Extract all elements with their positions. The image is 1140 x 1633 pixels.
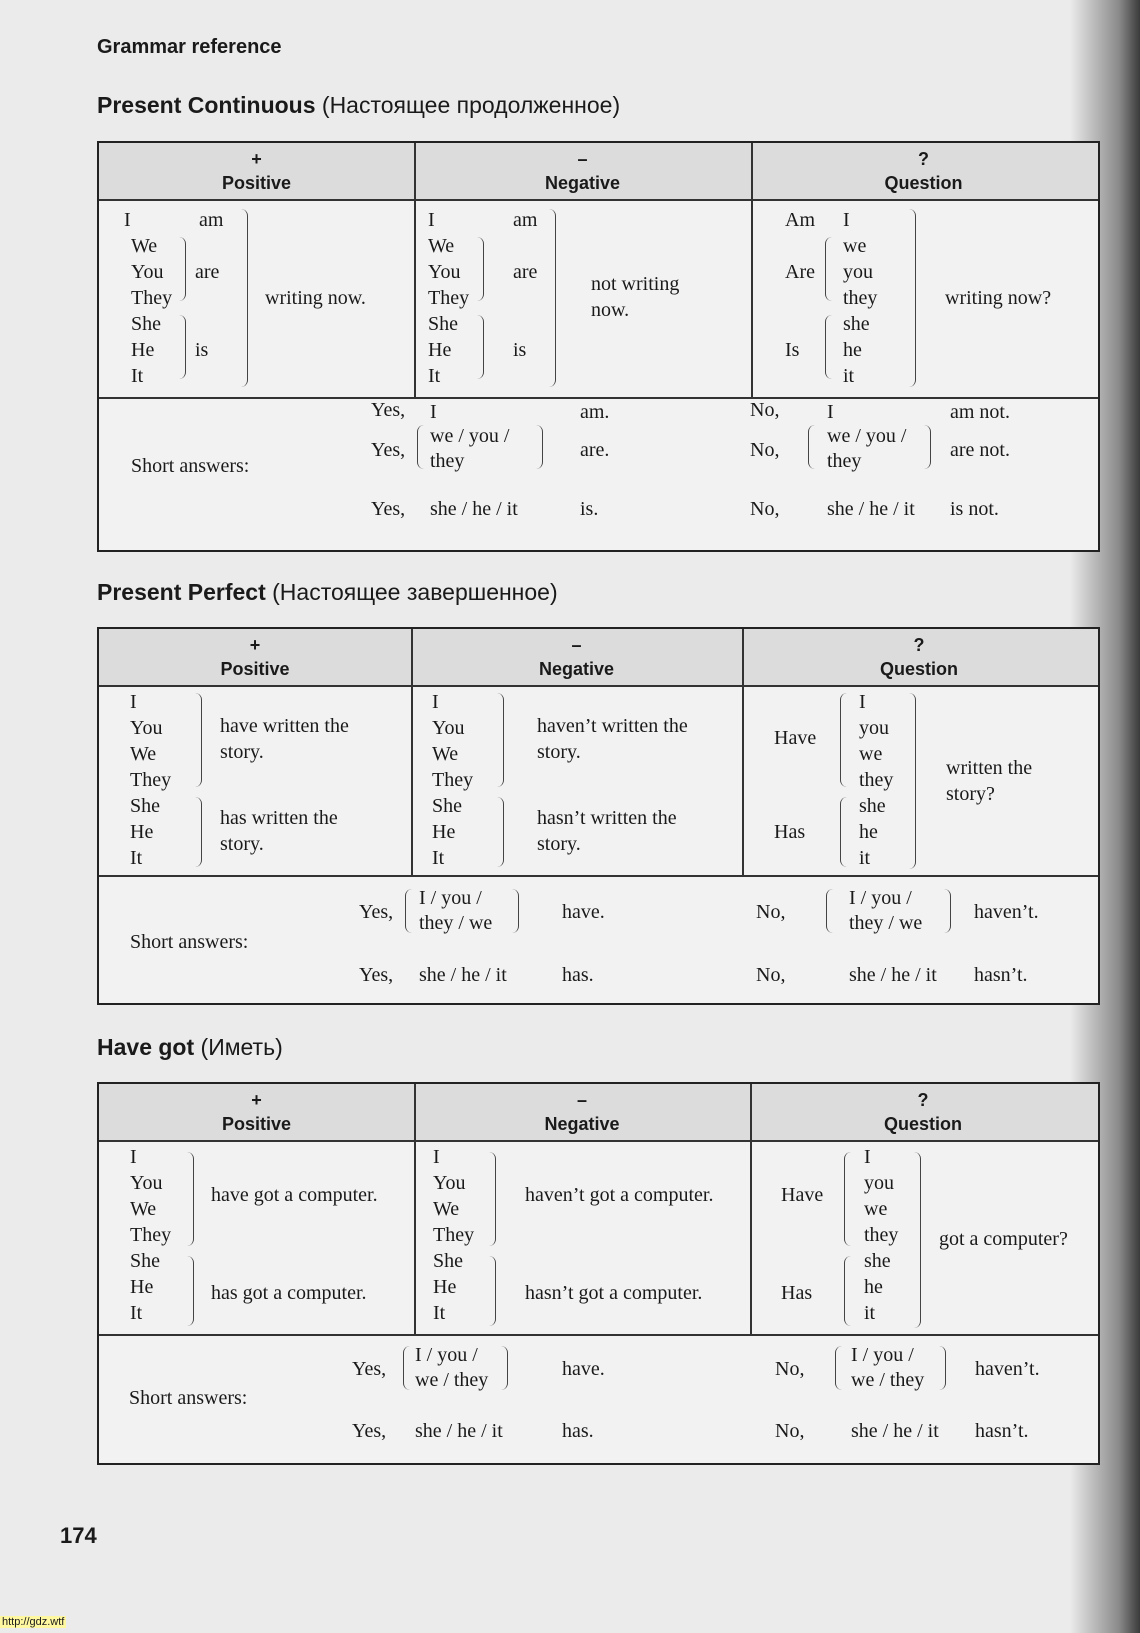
- short-verb: is not.: [950, 498, 999, 520]
- pronoun: they: [843, 287, 878, 309]
- pronoun: We: [130, 1198, 157, 1220]
- header-negative: [414, 1088, 750, 1136]
- source-url[interactable]: http://gdz.wtf: [2, 1616, 65, 1628]
- pronoun: It: [428, 365, 441, 387]
- pronoun: she: [859, 795, 886, 817]
- short-no: No,: [756, 964, 786, 986]
- question-tail: written the: [946, 757, 1033, 779]
- section-title-ru: (Настоящее продолженное): [321, 92, 621, 118]
- pronoun: she: [843, 313, 870, 335]
- table-present-continuous: [97, 141, 1100, 552]
- brace: [909, 693, 916, 869]
- short-subject: they / we: [419, 912, 493, 934]
- brace: [187, 1256, 194, 1326]
- pronoun: I: [864, 1146, 871, 1168]
- pronoun: she: [864, 1250, 891, 1272]
- pronoun: we: [864, 1198, 888, 1220]
- negative-has: hasn’t written the: [537, 807, 677, 829]
- brace: [187, 1152, 194, 1246]
- pronoun: She: [130, 1250, 160, 1272]
- short-subject: I / you /: [419, 887, 482, 909]
- pronoun: She: [433, 1250, 463, 1272]
- negative-have: haven’t written the: [537, 715, 688, 737]
- negative-has: hasn’t got a computer.: [525, 1282, 703, 1304]
- aux-verb: am: [513, 209, 538, 231]
- question-aux: Have: [781, 1184, 824, 1206]
- question-aux: Has: [774, 821, 806, 843]
- header-negative: [411, 633, 742, 681]
- pronoun: He: [130, 821, 154, 843]
- section-title-present-continuous: [97, 92, 620, 119]
- pronoun: He: [432, 821, 456, 843]
- short-yes: Yes,: [359, 901, 394, 923]
- short-no: No,: [750, 399, 780, 421]
- short-verb: am.: [580, 401, 610, 423]
- section-title-have-got: [97, 1034, 283, 1061]
- positive-have: have got a computer.: [211, 1184, 378, 1206]
- question-tail: story?: [946, 783, 995, 805]
- short-subject: I: [827, 401, 834, 423]
- brace: [497, 693, 504, 787]
- pronoun: They: [433, 1224, 475, 1246]
- pronoun: She: [432, 795, 462, 817]
- aux-verb: is: [513, 339, 527, 361]
- negative-has: story.: [537, 833, 581, 855]
- pronoun: We: [428, 235, 455, 257]
- brace: [835, 1346, 842, 1390]
- pronoun: we: [843, 235, 867, 257]
- pronoun: they: [859, 769, 894, 791]
- pronoun: You: [433, 1172, 466, 1194]
- positive-has: has written the: [220, 807, 338, 829]
- short-answers-label: Short answers:: [131, 455, 250, 477]
- pronoun: They: [432, 769, 474, 791]
- positive-have: story.: [220, 741, 264, 763]
- brace: [403, 1346, 410, 1390]
- short-subject: she / he / it: [849, 964, 937, 986]
- header-sign: +: [251, 149, 262, 169]
- pronoun: It: [130, 847, 143, 869]
- brace: [241, 209, 248, 387]
- table-present-perfect: [97, 627, 1100, 1005]
- question-tail: writing now?: [945, 287, 1052, 309]
- header-sign: –: [571, 635, 582, 655]
- positive-has: has got a computer.: [211, 1282, 367, 1304]
- pronoun: I: [843, 209, 850, 231]
- question-tail: got a computer?: [939, 1228, 1068, 1250]
- brace: [549, 209, 556, 387]
- header-question: [751, 147, 1096, 195]
- short-verb: hasn’t.: [975, 1420, 1029, 1442]
- pronoun: He: [428, 339, 452, 361]
- header-negative: [414, 147, 751, 195]
- header-question: [742, 633, 1096, 681]
- pronoun: you: [864, 1172, 894, 1194]
- header-sign: ?: [917, 1090, 929, 1110]
- brace: [826, 889, 833, 933]
- pronoun: you: [859, 717, 889, 739]
- negative-have: haven’t got a computer.: [525, 1184, 714, 1206]
- short-yes: Yes,: [371, 399, 406, 421]
- header-question: [750, 1088, 1096, 1136]
- short-subject: I / you /: [415, 1344, 478, 1366]
- brace: [914, 1152, 921, 1328]
- pronoun: he: [864, 1276, 883, 1298]
- pronoun: They: [428, 287, 470, 309]
- header-label: Question: [883, 1114, 962, 1134]
- pronoun: They: [130, 769, 172, 791]
- pronoun: You: [428, 261, 461, 283]
- brace: [477, 237, 484, 301]
- short-verb: are.: [580, 439, 610, 461]
- brace: [405, 889, 412, 933]
- short-subject: we / they: [415, 1369, 489, 1391]
- header-divider: [99, 1140, 1098, 1142]
- brace: [536, 425, 543, 469]
- aux-verb: is: [195, 339, 209, 361]
- pronoun: You: [432, 717, 465, 739]
- short-subject: we / you /: [827, 425, 907, 447]
- short-verb: haven’t.: [974, 901, 1039, 923]
- short-subject: we / you /: [430, 425, 510, 447]
- pronoun: She: [131, 313, 161, 335]
- brace: [944, 889, 951, 933]
- negative-tail: now.: [591, 299, 630, 321]
- short-no: No,: [775, 1358, 805, 1380]
- pronoun: We: [131, 235, 158, 257]
- header-sign: +: [249, 635, 261, 655]
- short-yes: Yes,: [371, 439, 406, 461]
- pronoun: It: [131, 365, 144, 387]
- pronoun: He: [130, 1276, 154, 1298]
- negative-have: story.: [537, 741, 581, 763]
- section-title-ru: (Настоящее завершенное): [272, 579, 558, 605]
- short-answers-label: Short answers:: [129, 1387, 248, 1409]
- brace: [825, 237, 832, 301]
- brace: [825, 315, 832, 379]
- brace: [924, 425, 931, 469]
- short-no: No,: [775, 1420, 805, 1442]
- aux-verb: are: [195, 261, 220, 283]
- aux-verb: are: [513, 261, 538, 283]
- brace: [417, 425, 424, 469]
- brace: [512, 889, 519, 933]
- header-sign: –: [576, 1090, 587, 1110]
- brace: [501, 1346, 508, 1390]
- short-verb: hasn’t.: [974, 964, 1028, 986]
- short-yes: Yes,: [371, 498, 406, 520]
- pronoun: I: [859, 691, 866, 713]
- brace: [939, 1346, 946, 1390]
- question-aux: Has: [781, 1282, 813, 1304]
- page-number: 174: [60, 1523, 97, 1548]
- short-subject: they: [827, 450, 862, 472]
- header-label: Negative: [538, 659, 615, 679]
- pronoun: I: [432, 691, 439, 713]
- header-label: Negative: [544, 173, 621, 193]
- brace: [195, 797, 202, 867]
- short-subject: I / you /: [851, 1344, 914, 1366]
- short-yes: Yes,: [352, 1358, 387, 1380]
- short-verb: have.: [562, 1358, 605, 1380]
- section-title-present-perfect: [97, 579, 558, 606]
- short-subject: she / he / it: [851, 1420, 939, 1442]
- brace: [489, 1256, 496, 1326]
- pronoun: She: [428, 313, 458, 335]
- pronoun: you: [843, 261, 873, 283]
- pronoun: We: [433, 1198, 460, 1220]
- header-label: Positive: [221, 173, 292, 193]
- short-answers-divider: [99, 875, 1098, 877]
- pronoun: I: [124, 209, 131, 231]
- short-verb: has.: [562, 1420, 594, 1442]
- header-sign: ?: [918, 149, 929, 169]
- short-verb: have.: [562, 901, 605, 923]
- pronoun: it: [859, 847, 871, 869]
- question-aux: Are: [785, 261, 815, 283]
- pronoun: She: [130, 795, 160, 817]
- short-answers-label: Short answers:: [130, 931, 249, 953]
- header-divider: [99, 685, 1098, 687]
- brace: [844, 1152, 851, 1246]
- brace: [195, 693, 202, 787]
- brace: [497, 797, 504, 867]
- header-sign: ?: [913, 635, 925, 655]
- pronoun: I: [433, 1146, 440, 1168]
- running-head: Grammar reference: [97, 36, 282, 58]
- short-subject: I: [430, 401, 437, 423]
- positive-tail: writing now.: [265, 287, 366, 309]
- question-aux: Have: [774, 727, 817, 749]
- header-sign: –: [577, 149, 588, 169]
- brace: [477, 315, 484, 379]
- brace: [840, 693, 847, 787]
- pronoun: It: [433, 1302, 446, 1324]
- pronoun: I: [428, 209, 435, 231]
- short-subject: she / he / it: [827, 498, 915, 520]
- short-subject: they / we: [849, 912, 923, 934]
- short-subject: we / they: [851, 1369, 925, 1391]
- brace: [840, 797, 847, 867]
- brace: [179, 315, 186, 379]
- short-verb: are not.: [950, 439, 1010, 461]
- negative-tail: not writing: [591, 273, 680, 295]
- header-divider: [99, 199, 1098, 201]
- header-positive: [99, 147, 414, 195]
- pronoun: he: [859, 821, 878, 843]
- short-subject: I / you /: [849, 887, 912, 909]
- section-title-ru: (Иметь): [200, 1034, 283, 1060]
- pronoun: We: [130, 743, 157, 765]
- header-label: Positive: [220, 659, 290, 679]
- short-yes: Yes,: [352, 1420, 387, 1442]
- pronoun: You: [131, 261, 164, 283]
- aux-verb: am: [199, 209, 224, 231]
- header-label: Negative: [544, 1114, 620, 1134]
- short-subject: she / he / it: [415, 1420, 503, 1442]
- pronoun: I: [130, 1146, 137, 1168]
- pronoun: we: [859, 743, 883, 765]
- short-subject: she / he / it: [430, 498, 518, 520]
- header-positive: [99, 1088, 414, 1136]
- positive-has: story.: [220, 833, 264, 855]
- section-title-en: Have got: [97, 1034, 195, 1060]
- positive-have: have written the: [220, 715, 349, 737]
- short-no: No,: [750, 439, 780, 461]
- pronoun: it: [864, 1302, 876, 1324]
- pronoun: You: [130, 717, 163, 739]
- pronoun: they: [864, 1224, 899, 1246]
- short-verb: has.: [562, 964, 594, 986]
- table-have-got: [97, 1082, 1100, 1465]
- question-aux: Am: [785, 209, 815, 231]
- short-no: No,: [750, 498, 780, 520]
- brace: [909, 209, 916, 387]
- short-subject: they: [430, 450, 465, 472]
- header-sign: +: [251, 1090, 262, 1110]
- question-aux: Is: [785, 339, 800, 361]
- pronoun: They: [130, 1224, 172, 1246]
- brace: [489, 1152, 496, 1246]
- short-yes: Yes,: [359, 964, 394, 986]
- brace: [808, 425, 815, 469]
- pronoun: I: [130, 691, 137, 713]
- pronoun: It: [432, 847, 445, 869]
- header-positive: [99, 633, 411, 681]
- short-answers-divider: [99, 1334, 1098, 1336]
- pronoun: They: [131, 287, 173, 309]
- brace: [179, 237, 186, 301]
- brace: [844, 1256, 851, 1326]
- pronoun: He: [433, 1276, 457, 1298]
- header-label: Positive: [221, 1114, 292, 1134]
- short-verb: haven’t.: [975, 1358, 1040, 1380]
- header-label: Question: [884, 173, 963, 193]
- short-verb: am not.: [950, 401, 1010, 423]
- pronoun: It: [130, 1302, 143, 1324]
- pronoun: it: [843, 365, 855, 387]
- pronoun: he: [843, 339, 862, 361]
- short-subject: she / he / it: [419, 964, 507, 986]
- pronoun: You: [130, 1172, 163, 1194]
- section-title-en: Present Perfect: [97, 579, 266, 605]
- pronoun: We: [432, 743, 459, 765]
- short-verb: is.: [580, 498, 599, 520]
- pronoun: He: [131, 339, 155, 361]
- section-title-en: Present Continuous: [97, 92, 316, 118]
- header-label: Question: [879, 659, 958, 679]
- short-no: No,: [756, 901, 786, 923]
